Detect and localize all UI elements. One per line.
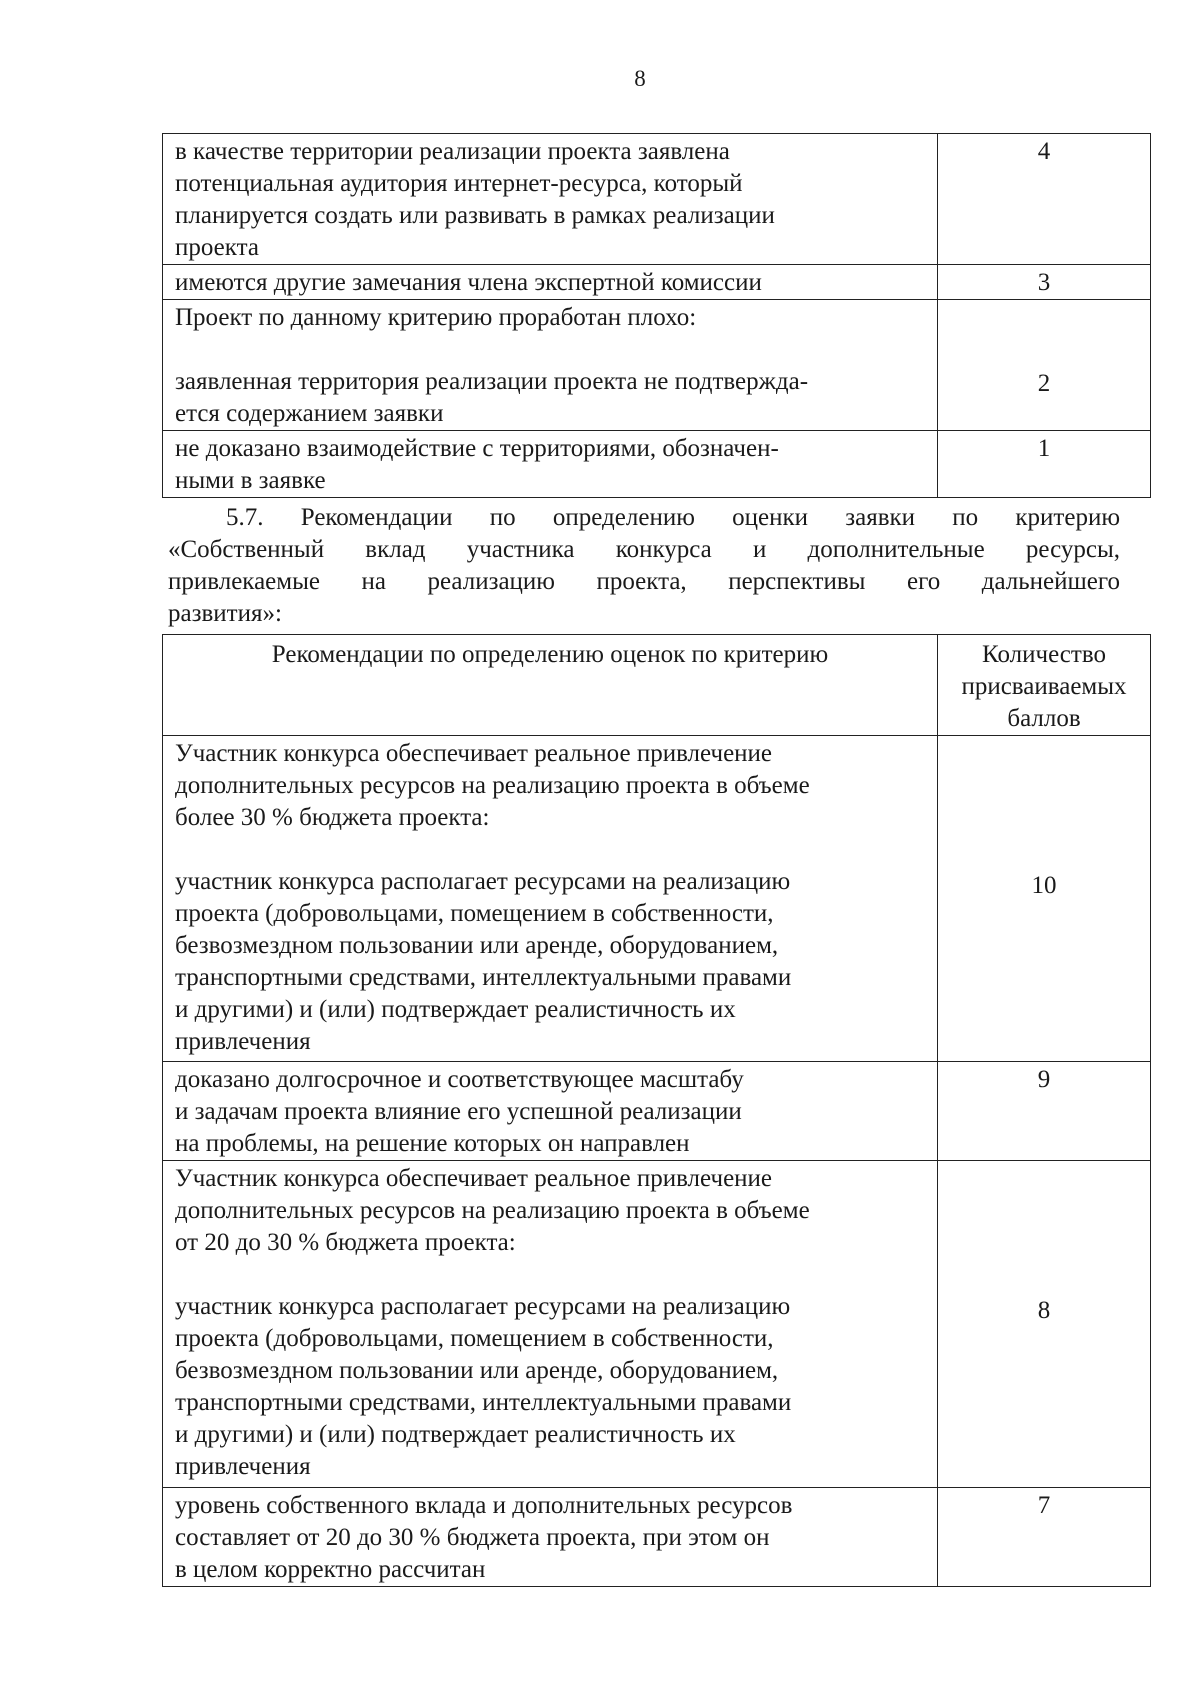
criteria-line: на проблемы, на решение которых он направлен xyxy=(175,1130,690,1157)
criteria-line: транспортными средствами, интеллектуальными правами xyxy=(175,1389,792,1416)
criteria-column-header xyxy=(163,635,938,736)
criteria-cell xyxy=(163,300,938,431)
criteria-line: заявленная территория реализации проекта не подтвержда- xyxy=(175,368,809,395)
score-cell xyxy=(938,431,1151,498)
scoring-table-5-7 xyxy=(162,634,1151,1587)
table-row xyxy=(163,265,1151,300)
score-header-line: присваиваемых xyxy=(961,673,1127,700)
criteria-line: уровень собственного вклада и дополнительных ресурсов xyxy=(175,1492,793,1519)
criteria-line: доказано долгосрочное и соответствующее масштабу xyxy=(175,1066,744,1093)
criteria-line: в качестве территории реализации проекта заявлена xyxy=(175,138,730,165)
criteria-line: потенциальная аудитория интернет-ресурса, который xyxy=(175,170,743,197)
criteria-line: составляет от 20 до 30 % бюджета проекта, при этом он xyxy=(175,1524,770,1551)
criteria-header-text: Рекомендации по определению оценок по критерию xyxy=(271,641,829,668)
score-value: 4 xyxy=(1037,138,1051,165)
score-value: 1 xyxy=(1037,435,1051,462)
criteria-line: более 30 % бюджета проекта: xyxy=(175,804,490,831)
score-cell xyxy=(938,265,1151,300)
score-value: 3 xyxy=(1037,269,1051,296)
criteria-line: Проект по данному критерию проработан плохо: xyxy=(175,304,697,331)
criteria-line: и другими) и (или) подтверждает реалистичность их xyxy=(175,1421,736,1448)
score-value: 2 xyxy=(1037,370,1051,397)
criteria-line: безвозмездном пользовании или аренде, оборудованием, xyxy=(175,1357,779,1384)
criteria-line: и задачам проекта влияние его успешной реализации xyxy=(175,1098,742,1125)
score-cell xyxy=(938,300,1151,431)
criteria-line: ется содержанием заявки xyxy=(175,400,444,427)
table-row xyxy=(163,300,1151,431)
score-cell xyxy=(938,736,1151,1062)
score-cell xyxy=(938,134,1151,265)
score-header-line: Количество xyxy=(982,641,1106,668)
page-number: 8 xyxy=(634,66,646,91)
criteria-cell xyxy=(163,431,938,498)
scoring-table-continuation xyxy=(162,133,1151,498)
score-column-header xyxy=(938,635,1151,736)
table-row xyxy=(163,736,1151,1062)
criteria-cell xyxy=(163,1062,938,1161)
criteria-line: транспортными средствами, интеллектуальными правами xyxy=(175,964,792,991)
paragraph-line: привлекаемые на реализацию проекта, перспективы его дальнейшего xyxy=(168,568,1120,595)
criteria-line: и другими) и (или) подтверждает реалистичность их xyxy=(175,996,736,1023)
blank-line xyxy=(175,334,927,366)
criteria-line: привлечения xyxy=(175,1453,311,1480)
score-value: 9 xyxy=(1037,1066,1051,1093)
score-value: 7 xyxy=(1037,1492,1051,1519)
criteria-line: проекта (добровольцами, помещением в собственности, xyxy=(175,900,774,927)
table-row xyxy=(163,1161,1151,1488)
score-header-line: баллов xyxy=(1007,705,1081,732)
table-row xyxy=(163,134,1151,265)
blank-line xyxy=(175,1259,927,1291)
criteria-line: Участник конкурса обеспечивает реальное привлечение xyxy=(175,1165,773,1192)
criteria-line: ными в заявке xyxy=(175,467,326,494)
score-cell xyxy=(938,1488,1151,1587)
criteria-line: привлечения xyxy=(175,1028,311,1055)
paragraph-line: 5.7. Рекомендации по определению оценки заявки по критерию xyxy=(226,504,1120,531)
criteria-line: имеются другие замечания члена экспертной комиссии xyxy=(175,269,762,296)
score-value: 10 xyxy=(1031,872,1057,899)
criteria-cell xyxy=(163,736,938,1062)
criteria-line: участник конкурса располагает ресурсами на реализацию xyxy=(175,1293,791,1320)
criteria-line: в целом корректно рассчитан xyxy=(175,1556,486,1583)
table-row xyxy=(163,1062,1151,1161)
score-cell xyxy=(938,1062,1151,1161)
criteria-cell xyxy=(163,134,938,265)
criteria-cell xyxy=(163,1488,938,1587)
paragraph-line: развития»: xyxy=(168,600,282,627)
criteria-line: от 20 до 30 % бюджета проекта: xyxy=(175,1229,516,1256)
criteria-line: проекта xyxy=(175,234,259,261)
criteria-cell xyxy=(163,1161,938,1488)
criteria-line: безвозмездном пользовании или аренде, оборудованием, xyxy=(175,932,779,959)
score-cell xyxy=(938,1161,1151,1488)
table-row xyxy=(163,431,1151,498)
criteria-line: Участник конкурса обеспечивает реальное привлечение xyxy=(175,740,773,767)
criteria-cell xyxy=(163,265,938,300)
criteria-line: участник конкурса располагает ресурсами на реализацию xyxy=(175,868,791,895)
score-value: 8 xyxy=(1037,1297,1051,1324)
criteria-line: проекта (добровольцами, помещением в собственности, xyxy=(175,1325,774,1352)
criteria-line: дополнительных ресурсов на реализацию проекта в объеме xyxy=(175,772,810,799)
table-row xyxy=(163,1488,1151,1587)
section-5-7-heading xyxy=(168,502,1120,630)
criteria-line: планируется создать или развивать в рамках реализации xyxy=(175,202,775,229)
blank-line xyxy=(175,834,927,866)
paragraph-line: «Собственный вклад участника конкурса и дополнительные ресурсы, xyxy=(168,536,1120,563)
criteria-line: не доказано взаимодействие с территориями, обозначен- xyxy=(175,435,779,462)
criteria-line: дополнительных ресурсов на реализацию проекта в объеме xyxy=(175,1197,810,1224)
table-header-row xyxy=(163,635,1151,736)
